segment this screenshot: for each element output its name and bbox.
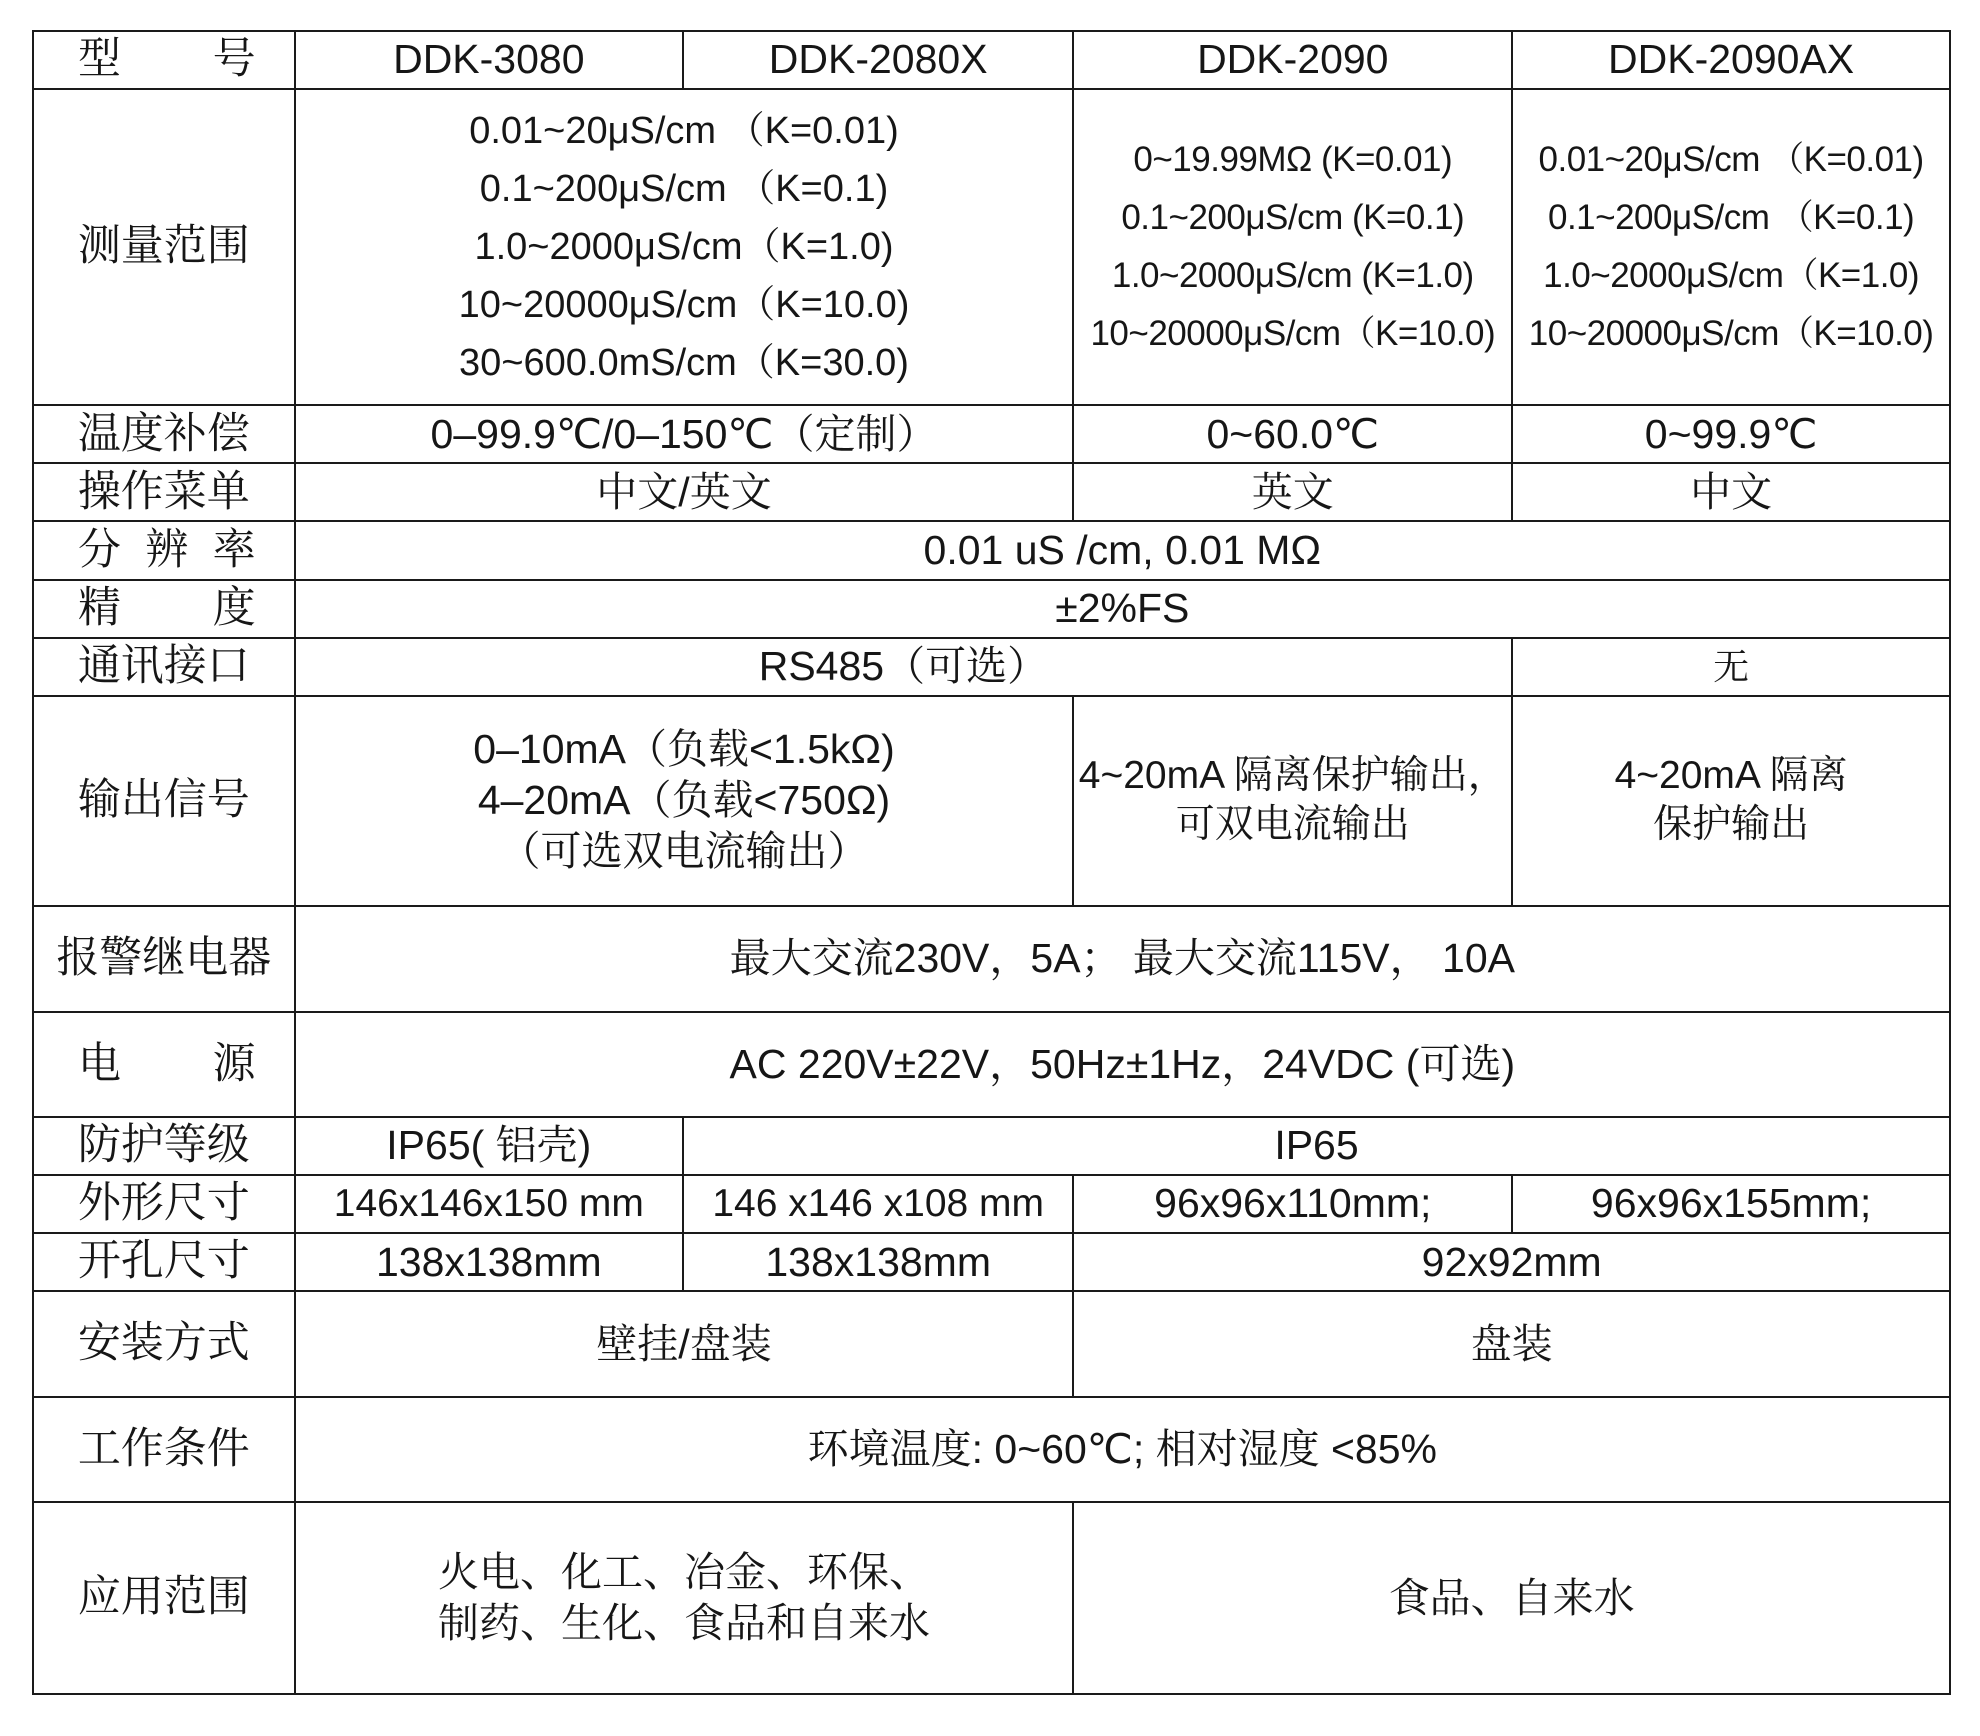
model-ddk-2080x: DDK-2080X <box>683 31 1073 89</box>
range-line: 0.1~200μS/cm (K=0.1) <box>1121 198 1465 238</box>
row-mounting <box>33 1291 1950 1397</box>
output-line: （可选双电流输出） <box>499 828 869 875</box>
resolution-label: 分辨率 <box>33 521 295 579</box>
accuracy-label: 精度 <box>33 580 295 638</box>
output-line: 保护输出 <box>1653 802 1810 846</box>
application-2090-2090ax: 食品、自来水 <box>1073 1502 1950 1694</box>
output-line: 0–10mA（负载<1.5kΩ) <box>473 725 895 772</box>
spec-table <box>32 30 1951 1695</box>
measure-range-3080-2080x <box>295 89 1074 405</box>
model-ddk-3080: DDK-3080 <box>295 31 683 89</box>
dimensions-3080: 146x146x150 mm <box>295 1175 683 1233</box>
output-line: 4~20mA 隔离保护输出， <box>1078 754 1507 797</box>
row-power <box>33 1012 1950 1117</box>
protection-label: 防护等级 <box>33 1117 295 1175</box>
application-label: 应用范围 <box>33 1502 295 1694</box>
measure-range-label: 测量范围 <box>33 89 295 405</box>
row-application <box>33 1502 1950 1694</box>
temp-comp-2090ax: 0~99.9℃ <box>1512 405 1950 463</box>
measure-range-2090 <box>1073 89 1512 405</box>
model-ddk-2090ax: DDK-2090AX <box>1512 31 1950 89</box>
conditions-value: 环境温度: 0~60℃; 相对湿度 <85% <box>295 1397 1950 1502</box>
protection-3080: IP65( 铝壳) <box>295 1117 683 1175</box>
cutout-3080: 138x138mm <box>295 1233 683 1291</box>
relay-label: 报警继电器 <box>33 906 295 1012</box>
range-line: 10~20000μS/cm（K=10.0) <box>1528 314 1934 354</box>
cutout-2080x: 138x138mm <box>683 1233 1073 1291</box>
application-line: 制药、生化、食品和自来水 <box>438 1600 930 1647</box>
row-accuracy <box>33 580 1950 638</box>
comm-3080-2090: RS485（可选） <box>295 638 1513 696</box>
row-conditions <box>33 1397 1950 1502</box>
output-line: 可双电流输出 <box>1175 802 1410 846</box>
mounting-label: 安装方式 <box>33 1291 295 1397</box>
range-line: 0~19.99MΩ (K=0.01) <box>1133 140 1453 180</box>
menu-label: 操作菜单 <box>33 463 295 521</box>
resolution-value: 0.01 uS /cm, 0.01 MΩ <box>295 521 1950 579</box>
dimensions-2080x: 146 x146 x108 mm <box>683 1175 1073 1233</box>
menu-2090: 英文 <box>1073 463 1512 521</box>
range-line: 10~20000μS/cm（K=10.0) <box>458 284 910 327</box>
application-line: 火电、化工、冶金、环保、 <box>438 1548 930 1595</box>
row-measure-range <box>33 89 1950 405</box>
row-dimensions <box>33 1175 1950 1233</box>
row-temp-comp <box>33 405 1950 463</box>
row-model <box>33 31 1950 89</box>
menu-2090ax: 中文 <box>1512 463 1950 521</box>
application-3080-2080x <box>295 1502 1074 1694</box>
output-2090 <box>1073 696 1512 906</box>
conditions-label: 工作条件 <box>33 1397 295 1502</box>
temp-comp-label: 温度补偿 <box>33 405 295 463</box>
range-line: 10~20000μS/cm（K=10.0) <box>1090 314 1496 354</box>
row-output <box>33 696 1950 906</box>
range-line: 0.1~200μS/cm （K=0.1) <box>1547 198 1915 238</box>
row-protection <box>33 1117 1950 1175</box>
dimensions-2090: 96x96x110mm; <box>1073 1175 1512 1233</box>
model-label: 型号 <box>33 31 295 89</box>
comm-2090ax: 无 <box>1512 638 1950 696</box>
range-line: 0.01~20μS/cm （K=0.01) <box>1538 140 1924 180</box>
row-resolution <box>33 521 1950 579</box>
cutout-label: 开孔尺寸 <box>33 1233 295 1291</box>
row-menu <box>33 463 1950 521</box>
power-label: 电源 <box>33 1012 295 1117</box>
output-label: 输出信号 <box>33 696 295 906</box>
output-line: 4–20mA（负载<750Ω) <box>477 777 891 824</box>
range-line: 30~600.0mS/cm（K=30.0) <box>459 342 909 385</box>
mounting-3080-2080x: 壁挂/盘装 <box>295 1291 1074 1397</box>
accuracy-value: ±2%FS <box>295 580 1950 638</box>
output-2090ax <box>1512 696 1950 906</box>
output-3080-2080x <box>295 696 1074 906</box>
measure-range-2090ax <box>1512 89 1950 405</box>
range-line: 1.0~2000μS/cm（K=1.0) <box>1543 256 1920 296</box>
row-relay <box>33 906 1950 1012</box>
relay-value: 最大交流230V，5A； 最大交流115V， 10A <box>295 906 1950 1012</box>
dimensions-label: 外形尺寸 <box>33 1175 295 1233</box>
row-cutout <box>33 1233 1950 1291</box>
range-line: 1.0~2000μS/cm（K=1.0) <box>474 226 894 269</box>
dimensions-2090ax: 96x96x155mm; <box>1512 1175 1950 1233</box>
power-value: AC 220V±22V，50Hz±1Hz，24VDC (可选) <box>295 1012 1950 1117</box>
range-line: 1.0~2000μS/cm (K=1.0) <box>1111 256 1474 296</box>
range-line: 0.01~20μS/cm （K=0.01) <box>469 110 899 153</box>
output-line: 4~20mA 隔离 <box>1614 754 1848 797</box>
protection-others: IP65 <box>683 1117 1950 1175</box>
temp-comp-2090: 0~60.0℃ <box>1073 405 1512 463</box>
row-comm <box>33 638 1950 696</box>
model-ddk-2090: DDK-2090 <box>1073 31 1512 89</box>
menu-3080-2080x: 中文/英文 <box>295 463 1074 521</box>
mounting-2090-2090ax: 盘装 <box>1073 1291 1950 1397</box>
cutout-2090-2090ax: 92x92mm <box>1073 1233 1950 1291</box>
range-line: 0.1~200μS/cm （K=0.1) <box>479 168 889 211</box>
temp-comp-3080-2080x: 0–99.9℃/0–150℃（定制） <box>295 405 1074 463</box>
comm-label: 通讯接口 <box>33 638 295 696</box>
